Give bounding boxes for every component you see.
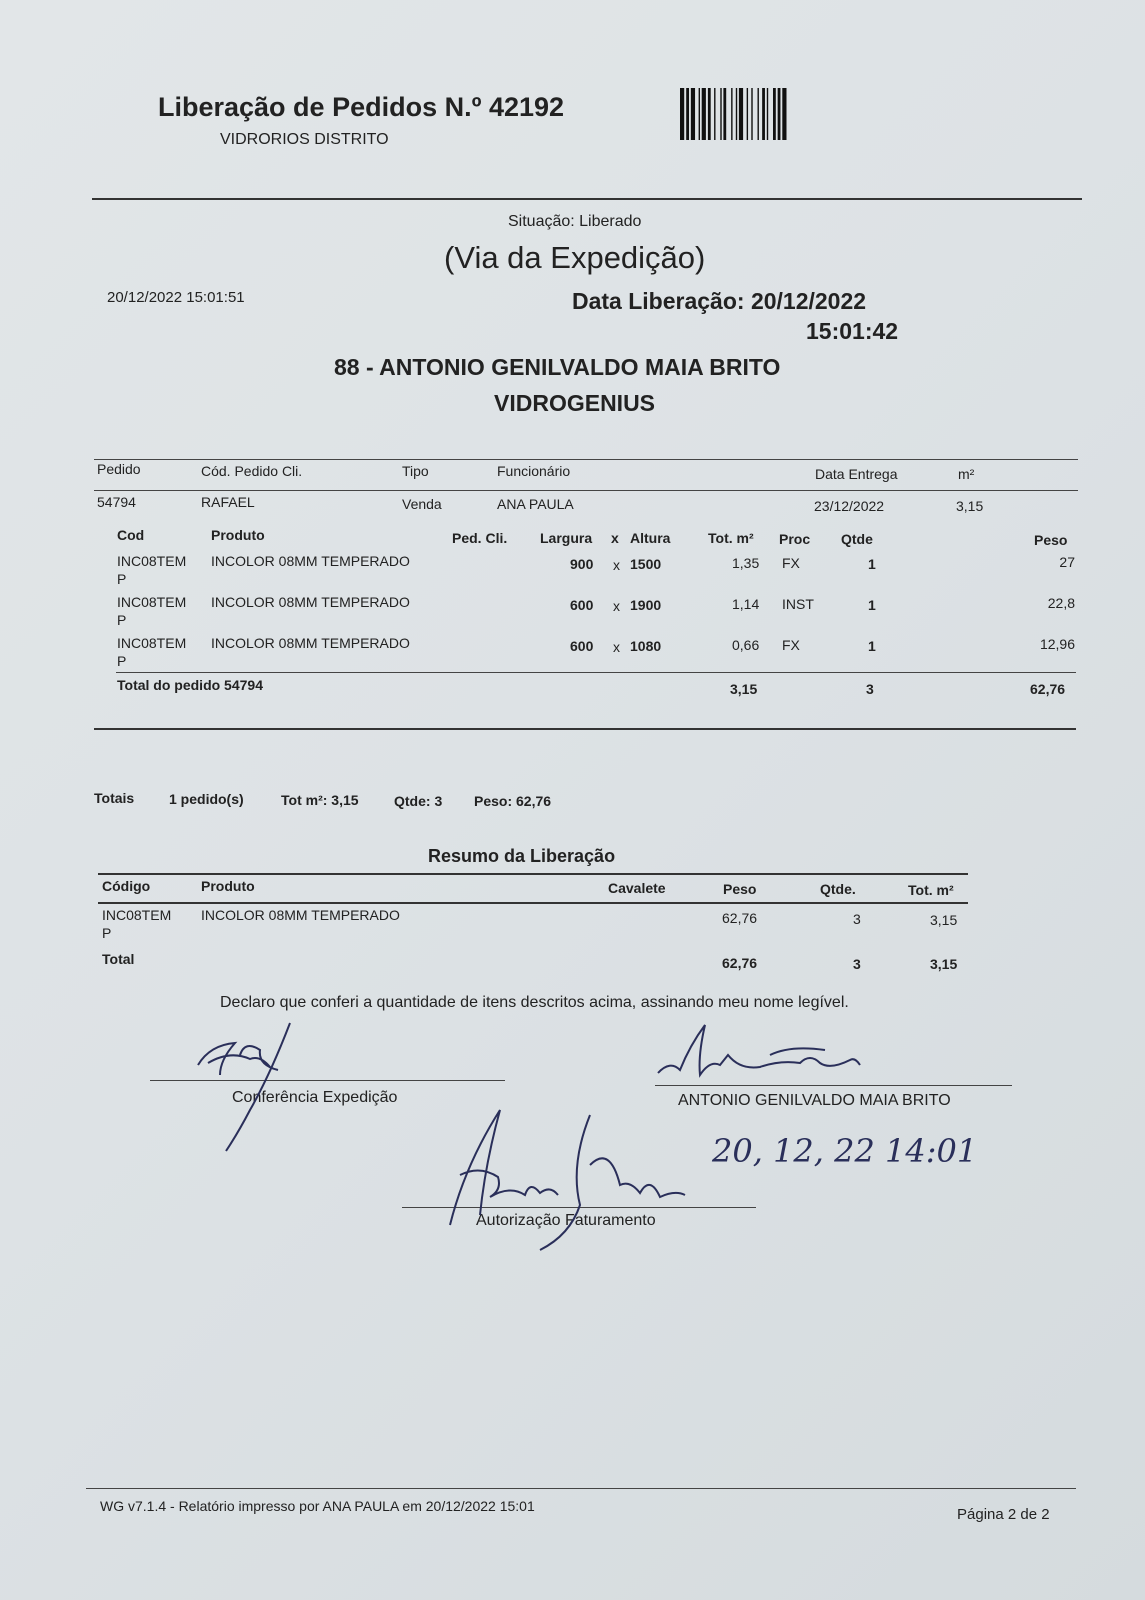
item-produto: INCOLOR 08MM TEMPERADO: [211, 594, 410, 610]
footer-divider: [86, 1488, 1076, 1489]
col-tipo: Tipo: [402, 463, 429, 479]
barcode-bar: [739, 88, 743, 140]
item-cod: INC08TEM: [117, 594, 187, 610]
company-name: VIDRORIOS DISTRITO: [220, 131, 389, 148]
item-peso: 27: [1059, 554, 1075, 570]
item-x: x: [613, 557, 620, 573]
hora-liberacao: 15:01:42: [806, 318, 899, 344]
col-funcionario: Funcionário: [497, 463, 571, 479]
data-liberacao: Data Liberação: 20/12/2022: [572, 288, 867, 314]
order-header-top-line: [94, 459, 1078, 460]
cliente-fantasia: VIDROGENIUS: [494, 390, 656, 416]
autorizacao-handwritten-signature: [440, 1105, 710, 1255]
val-funcionario: ANA PAULA: [497, 496, 574, 512]
resumo-row-codigo-cont: P: [102, 925, 112, 941]
barcode-bar: [782, 88, 786, 140]
cliente-signature-label: ANTONIO GENILVALDO MAIA BRITO: [678, 1092, 951, 1109]
items-total-line: [116, 672, 1076, 673]
barcode-bar: [686, 88, 689, 140]
totais-peso: Peso: 62,76: [474, 793, 552, 809]
barcode-bar: [702, 88, 706, 140]
situacao-text: Situação: Liberado: [508, 213, 642, 230]
col-cod-pedido-cli: Cód. Pedido Cli.: [201, 463, 303, 479]
barcode-bar: [680, 88, 684, 140]
header-divider: [92, 198, 1082, 200]
items-total-peso: 62,76: [1030, 681, 1066, 697]
item-cod-cont: P: [117, 612, 127, 628]
resumo-col-qtde: Qtde.: [820, 881, 856, 897]
item-altura: 1900: [630, 597, 662, 613]
item-altura: 1500: [630, 556, 662, 572]
item-proc: FX: [782, 637, 800, 653]
totais-label: Totais: [94, 790, 135, 806]
cliente-nome: 88 - ANTONIO GENILVALDO MAIA BRITO: [334, 354, 781, 380]
val-pedido: 54794: [97, 494, 136, 510]
resumo-col-tot-m2: Tot. m²: [908, 882, 954, 898]
col-data-entrega: Data Entrega: [815, 466, 898, 482]
totais-pedidos: 1 pedido(s): [169, 791, 244, 807]
barcode: [680, 88, 854, 140]
resumo-row-produto: INCOLOR 08MM TEMPERADO: [201, 907, 400, 923]
totais-tot-m2: Tot m²: 3,15: [281, 792, 359, 808]
document-title: Liberação de Pedidos N.º 42192: [158, 92, 565, 122]
via-title: (Via da Expedição): [444, 240, 706, 275]
item-peso: 12,96: [1039, 636, 1075, 652]
item-produto: INCOLOR 08MM TEMPERADO: [211, 635, 410, 651]
item-qtde: 1: [868, 556, 876, 572]
val-data-entrega: 23/12/2022: [814, 498, 885, 514]
item-qtde: 1: [868, 597, 876, 613]
item-proc: INST: [782, 596, 814, 612]
item-largura: 900: [570, 556, 594, 572]
resumo-title: Resumo da Liberação: [428, 846, 616, 866]
barcode-bar: [714, 88, 715, 140]
resumo-col-produto: Produto: [201, 878, 255, 894]
col-tot-m2: Tot. m²: [708, 530, 754, 546]
item-cod-cont: P: [117, 571, 127, 587]
val-cod-pedido-cli: RAFAEL: [201, 494, 255, 510]
items-total-label: Total do pedido 54794: [117, 677, 263, 693]
footer-page-number: Página 2 de 2: [957, 1506, 1050, 1523]
barcode-bar: [731, 88, 732, 140]
barcode-bar: [708, 88, 711, 140]
item-x: x: [613, 598, 620, 614]
col-pedido: Pedido: [97, 461, 141, 477]
barcode-bar: [691, 88, 695, 140]
resumo-total-label: Total: [102, 951, 135, 967]
barcode-bar: [773, 88, 776, 140]
col-ped-cli: Ped. Cli.: [452, 530, 508, 546]
col-proc: Proc: [779, 531, 811, 547]
resumo-col-cavalete: Cavalete: [608, 880, 666, 896]
handwritten-date: 20, 12, 22 14:01: [712, 1132, 978, 1170]
resumo-row-qtde: 3: [853, 911, 861, 927]
resumo-header-line: [98, 902, 968, 904]
item-proc: FX: [782, 555, 800, 571]
val-tipo: Venda: [402, 496, 442, 512]
barcode-bar: [720, 88, 721, 140]
conferencia-label: Conferência Expedição: [232, 1089, 398, 1106]
col-altura: Altura: [630, 530, 671, 546]
col-qtde: Qtde: [841, 531, 873, 547]
resumo-row-codigo: INC08TEM: [102, 907, 172, 923]
resumo-total-tot-m2: 3,15: [930, 956, 958, 972]
autorizacao-label: Autorização Faturamento: [476, 1212, 656, 1229]
item-largura: 600: [570, 597, 594, 613]
totais-qtde: Qtde: 3: [394, 793, 443, 809]
col-produto: Produto: [211, 527, 265, 543]
item-tot-m2: 0,66: [732, 637, 760, 653]
resumo-total-qtde: 3: [853, 956, 861, 972]
resumo-row-peso: 62,76: [722, 910, 758, 926]
footer-printed-by: WG v7.1.4 - Relatório impresso por ANA PAULA em 20/12/2022 15:01: [100, 1498, 535, 1514]
barcode-bar: [762, 88, 765, 140]
item-tot-m2: 1,35: [732, 555, 760, 571]
declaracao-text: Declaro que conferi a quantidade de itens descritos acima, assinando meu nome legível.: [220, 994, 849, 1011]
conferencia-handwritten-signature: [190, 1015, 340, 1155]
resumo-total-peso: 62,76: [722, 955, 758, 971]
val-m2: 3,15: [956, 498, 984, 514]
resumo-col-peso: Peso: [723, 881, 757, 897]
barcode-bar: [758, 88, 759, 140]
resumo-col-codigo: Código: [102, 878, 151, 894]
item-cod: INC08TEM: [117, 635, 187, 651]
barcode-bar: [767, 88, 768, 140]
items-total-qtde: 3: [866, 681, 874, 697]
item-produto: INCOLOR 08MM TEMPERADO: [211, 553, 410, 569]
barcode-bar: [736, 88, 737, 140]
col-peso: Peso: [1034, 532, 1068, 548]
cliente-handwritten-signature: [650, 1015, 880, 1090]
order-header-bottom-line: [94, 490, 1078, 491]
col-largura: Largura: [540, 530, 593, 546]
barcode-bar: [751, 88, 752, 140]
item-x: x: [613, 639, 620, 655]
barcode-bar: [723, 88, 726, 140]
col-m2: m²: [958, 466, 975, 482]
item-altura: 1080: [630, 638, 662, 654]
resumo-row-tot-m2: 3,15: [930, 912, 958, 928]
item-largura: 600: [570, 638, 594, 654]
col-x: x: [611, 530, 619, 546]
barcode-bar: [747, 88, 748, 140]
items-total-m2: 3,15: [730, 681, 758, 697]
item-tot-m2: 1,14: [732, 596, 760, 612]
printed-at: 20/12/2022 15:01:51: [107, 289, 245, 306]
col-cod: Cod: [117, 527, 145, 543]
barcode-bar: [699, 88, 700, 140]
resumo-top-line: [98, 873, 968, 875]
item-cod: INC08TEM: [117, 553, 187, 569]
item-peso: 22,8: [1047, 595, 1075, 611]
barcode-bar: [778, 88, 781, 140]
item-qtde: 1: [868, 638, 876, 654]
item-cod-cont: P: [117, 653, 127, 669]
items-bottom-divider: [94, 728, 1076, 730]
